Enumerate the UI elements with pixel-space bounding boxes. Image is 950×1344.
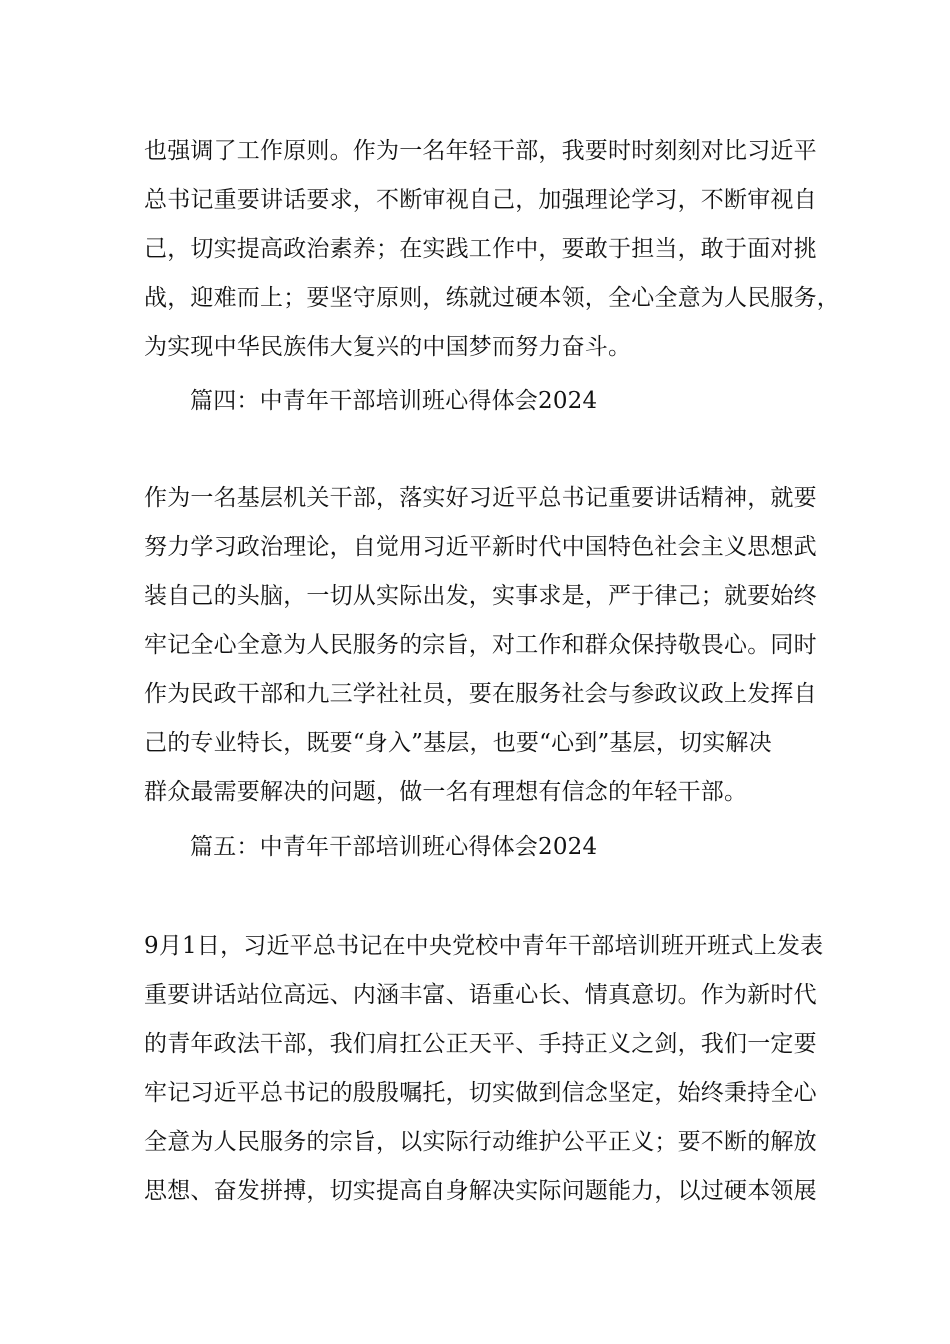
text-line: 群众最需要解决的问题，做一名有理想有信念的年轻干部。 [144,779,748,805]
text-line: 的青年政法干部，我们肩扛公正天平、手持正义之剑，我们一定要 [144,1031,817,1057]
text-line: 作为民政干部和九三学社社员，要在服务社会与参政议政上发挥自 [144,681,817,707]
section-heading-4: 篇四：中青年干部培训班心得体会2024 [190,388,598,414]
text-line: 重要讲话站位高远、内涵丰富、语重心长、情真意切。作为新时代 [144,982,817,1008]
text-line: 也强调了工作原则。作为一名年轻干部，我要时时刻刻对比习近平 [144,138,817,164]
text-line: 思想、奋发拼搏，切实提高自身解决实际问题能力，以过硬本领展 [144,1178,817,1204]
text-line: 牢记全心全意为人民服务的宗旨，对工作和群众保持敬畏心。同时 [144,632,817,658]
text-line: 己，切实提高政治素养；在实践工作中，要敢于担当，敢于面对挑 [144,236,817,262]
text-line: 为实现中华民族伟大复兴的中国梦而努力奋斗。 [144,334,632,360]
text-line: 努力学习政治理论，自觉用习近平新时代中国特色社会主义思想武 [144,534,817,560]
text-line: 9月1日，习近平总书记在中央党校中青年干部培训班开班式上发表 [144,933,824,959]
text-line: 作为一名基层机关干部，落实好习近平总书记重要讲话精神，就要 [144,485,817,511]
text-line: 总书记重要讲话要求，不断审视自己，加强理论学习，不断审视自 [144,187,817,213]
text-line: 己的专业特长，既要“身入”基层，也要“心到”基层，切实解决 [144,730,772,756]
text-line: 全意为人民服务的宗旨，以实际行动维护公平正义；要不断的解放 [144,1129,817,1155]
text-line: 装自己的头脑，一切从实际出发，实事求是，严于律己；就要始终 [144,583,817,609]
text-line: 牢记习近平总书记的殷殷嘱托，切实做到信念坚定，始终秉持全心 [144,1080,817,1106]
section-heading-5: 篇五：中青年干部培训班心得体会2024 [190,834,598,860]
text-line: 战，迎难而上；要坚守原则，练就过硬本领，全心全意为人民服务， [144,285,840,311]
